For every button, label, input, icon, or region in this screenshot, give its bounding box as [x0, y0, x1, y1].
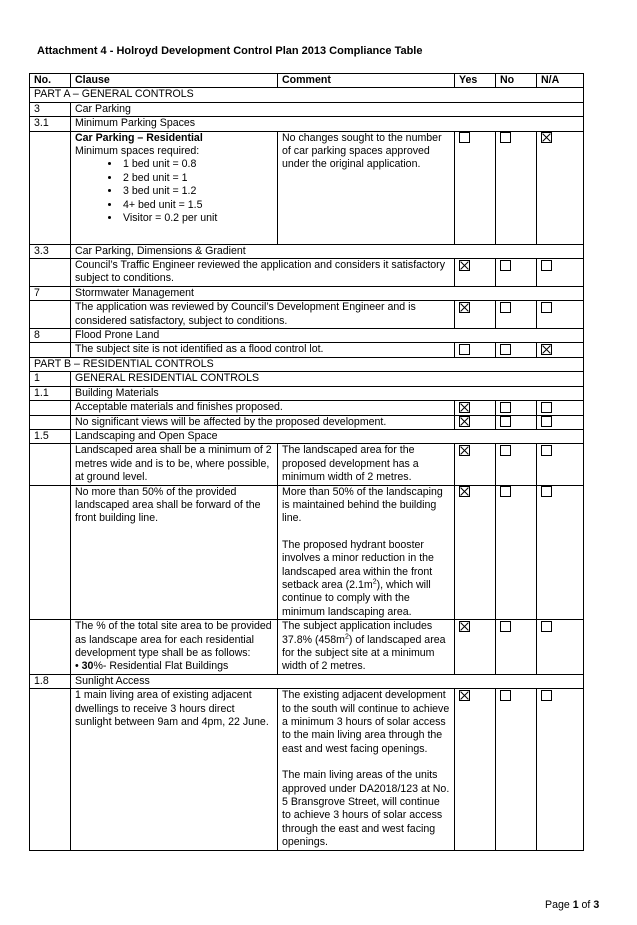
section-number: 3.3 [30, 244, 71, 258]
yes-checkbox-checked[interactable] [459, 260, 470, 271]
section-title: GENERAL RESIDENTIAL CONTROLS [71, 372, 584, 386]
no-checkbox[interactable] [500, 621, 511, 632]
comment-cell: Acceptable materials and finishes proposed. [71, 401, 455, 415]
clause-text: Minimum spaces required: [75, 145, 200, 158]
table-row [30, 343, 584, 357]
no-checkbox[interactable] [500, 416, 511, 427]
section-row [30, 429, 584, 443]
comment-cell [278, 485, 455, 620]
header-comment: Comment [282, 74, 331, 86]
na-checkbox[interactable] [541, 445, 552, 456]
table-row [30, 444, 584, 485]
section-row [30, 329, 584, 343]
yes-checkbox-checked[interactable] [459, 416, 470, 427]
no-checkbox[interactable] [500, 260, 511, 271]
na-checkbox[interactable] [541, 302, 552, 313]
na-checkbox[interactable] [541, 621, 552, 632]
part-b-row [30, 357, 584, 371]
comment-paragraph: The proposed hydrant booster involves a minor reduction in the landscaped area within the front setback area $(2.1m^2)$, which will continue to comply with the minimum landscaping area. [282, 538, 434, 618]
header-clause: Clause [71, 74, 278, 87]
comment-cell: The subject site is not identified as a flood control lot. [71, 343, 455, 357]
section-row [30, 674, 584, 688]
header-no-col: No [496, 74, 537, 88]
comment-cell: The landscaped area for the proposed development has a minimum width of 2 metres. [278, 444, 455, 485]
na-checkbox-checked[interactable] [541, 344, 552, 355]
section-row [30, 102, 584, 116]
part-b-heading: PART B – RESIDENTIAL CONTROLS [30, 357, 584, 371]
section-number: 3.1 [30, 117, 71, 131]
comment-paragraph: More than 50% of the landscaping is maintained behind the building line. [282, 485, 443, 525]
section-title: Stormwater Management [71, 286, 584, 300]
comment-cell: Council’s Traffic Engineer reviewed the application and considers it satisfactory subject to conditions. [71, 259, 455, 287]
clause-subheading: Car Parking – Residential [75, 131, 203, 144]
section-row [30, 286, 584, 300]
header-yes: Yes [455, 74, 496, 88]
no-checkbox[interactable] [500, 486, 511, 497]
no-checkbox[interactable] [500, 445, 511, 456]
header-no: No. [30, 74, 71, 88]
na-checkbox-checked[interactable] [541, 132, 552, 143]
yes-checkbox[interactable] [459, 132, 470, 143]
clause-text: The % of the total site area to be provided as landscape area for each residential development type shall be as follows: [75, 620, 272, 659]
comment-cell [278, 689, 455, 850]
page-number: Page 1 of 3 [545, 899, 600, 911]
yes-checkbox-checked[interactable] [459, 402, 470, 413]
table-row [30, 689, 584, 850]
na-checkbox[interactable] [541, 690, 552, 701]
list-item: • 4+ bed unit = 1.5 [121, 199, 273, 212]
clause-cell: 1 main living area of existing adjacent dwellings to receive 3 hours direct sunlight between 9am and 4pm, 22 June. [71, 689, 278, 850]
na-checkbox[interactable] [541, 260, 552, 271]
na-checkbox[interactable] [541, 402, 552, 413]
na-checkbox[interactable] [541, 486, 552, 497]
yes-checkbox-checked[interactable] [459, 302, 470, 313]
yes-checkbox-checked[interactable] [459, 445, 470, 456]
section-title: Landscaping and Open Space [71, 429, 584, 443]
yes-checkbox-checked[interactable] [459, 690, 470, 701]
table-header-row [30, 74, 584, 88]
comment-cell: No changes sought to the number of car parking spaces approved under the original application. [278, 131, 455, 244]
section-row [30, 117, 584, 131]
section-title: Car Parking [71, 102, 584, 116]
na-checkbox[interactable] [541, 416, 552, 427]
section-row [30, 386, 584, 400]
section-number: 1.8 [30, 674, 71, 688]
comment-cell: The subject application includes 37.8% $(458m^2)$ of landscaped area for the subject site at a minimum width of 2 metres. [278, 620, 455, 675]
clause-cell: No more than 50% of the provided landscaped area shall be forward of the front building line. [71, 485, 278, 620]
clause-cell [71, 620, 278, 675]
table-row [30, 259, 584, 287]
clause-text: • 30%- Residential Flat Buildings [75, 660, 229, 673]
part-a-row [30, 88, 584, 102]
compliance-table [29, 73, 584, 851]
section-title: Minimum Parking Spaces [71, 117, 584, 131]
section-title: Car Parking, Dimensions & Gradient [71, 244, 584, 258]
no-checkbox[interactable] [500, 402, 511, 413]
table-row [30, 620, 584, 675]
comment-paragraph: The existing adjacent development to the south will continue to achieve a minimum 3 hours of solar access to the main living area through the east and west facing openings. [282, 689, 450, 755]
part-a-heading: PART A – GENERAL CONTROLS [30, 88, 584, 102]
section-title: Building Materials [71, 386, 584, 400]
section-number: 3 [30, 102, 71, 116]
no-checkbox[interactable] [500, 302, 511, 313]
section-number: 1.5 [30, 429, 71, 443]
table-row [30, 415, 584, 429]
list-item: • 3 bed unit = 1.2 [121, 185, 273, 198]
section-row [30, 372, 584, 386]
list-item: • 2 bed unit = 1 [121, 172, 273, 185]
header-na: N/A [537, 74, 584, 88]
section-number: 1.1 [30, 386, 71, 400]
comment-paragraph: The main living areas of the units approved under DA2018/123 at No. 5 Bransgrove Street, will continue to achieve 3 hours of solar access through the east and west facing openings. [282, 769, 450, 849]
table-row [30, 485, 584, 620]
section-number: 7 [30, 286, 71, 300]
no-checkbox[interactable] [500, 132, 511, 143]
document-title: Attachment 4 - Holroyd Development Control Plan 2013 Compliance Table [37, 45, 423, 57]
yes-checkbox-checked[interactable] [459, 486, 470, 497]
clause-cell [71, 131, 278, 244]
section-number: 1 [30, 372, 71, 386]
section-number: 8 [30, 329, 71, 343]
list-item: • Visitor = 0.2 per unit [121, 212, 273, 225]
parking-rate-list [75, 158, 273, 225]
comment-cell: No significant views will be affected by the proposed development. [71, 415, 455, 429]
clause-cell: Landscaped area shall be a minimum of 2 metres wide and is to be, where possible, at ground level. [71, 444, 278, 485]
yes-checkbox[interactable] [459, 344, 470, 355]
table-row [30, 301, 584, 329]
section-title: Sunlight Access [71, 674, 584, 688]
yes-checkbox-checked[interactable] [459, 621, 470, 632]
no-checkbox[interactable] [500, 344, 511, 355]
no-checkbox[interactable] [500, 690, 511, 701]
section-title: Flood Prone Land [71, 329, 584, 343]
table-row [30, 131, 584, 244]
table-row [30, 401, 584, 415]
section-row [30, 244, 584, 258]
list-item: • 1 bed unit = 0.8 [121, 158, 273, 171]
comment-cell: The application was reviewed by Council’s Development Engineer and is considered satisfactory, subject to conditions. [71, 301, 455, 329]
